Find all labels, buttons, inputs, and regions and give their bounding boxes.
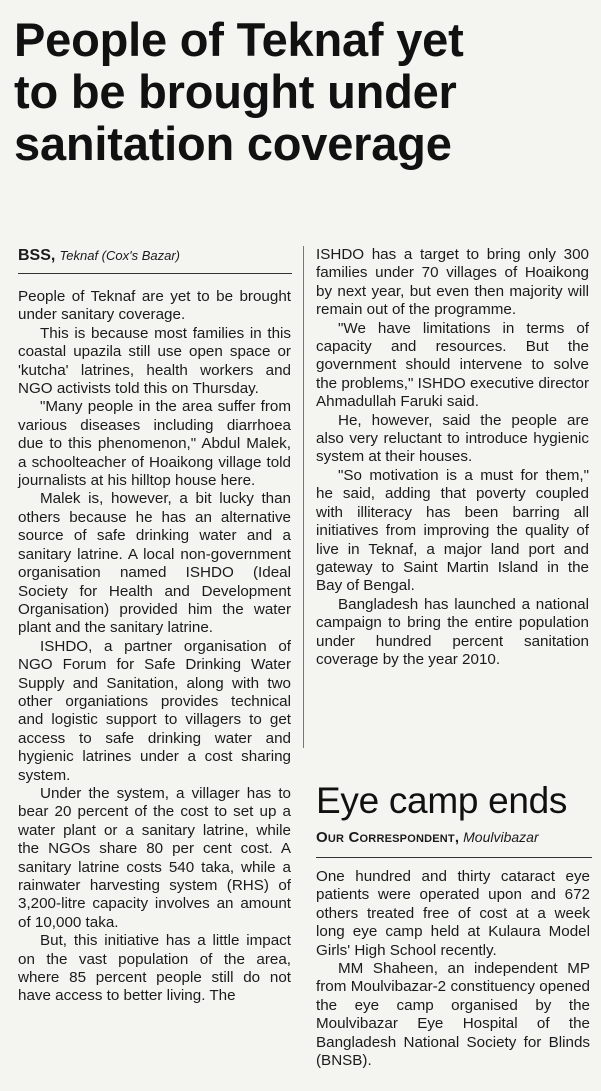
article-paragraph: This is because most families in this coastal upazila still use open space or 'kutcha' latrines, health workers and NGO activists told this on Thursday.	[18, 324, 291, 398]
article-paragraph: People of Teknaf are yet to be brought under sanitary coverage.	[18, 288, 291, 324]
byline-place: Teknaf (Cox's Bazar)	[59, 248, 181, 263]
article-paragraph: ISHDO, a partner organisation of NGO Forum for Safe Drinking Water Supply and Sanitation, along with two other organiations provides technical and logistic support to villagers to get access to safe drinking water and hygienic latrines under a cost sharing system.	[18, 637, 291, 784]
byline	[18, 246, 292, 274]
article-paragraph: Malek is, however, a bit lucky than others because he has an alternative source of safe drinking water and a sanitary latrine. A local non-government organisation named ISHDO (Ideal Society for Health and Development Organisation) provided him the water plant and the sanitary latrine.	[18, 490, 291, 637]
eye-camp-headline: Eye camp ends	[316, 780, 568, 821]
column-divider	[303, 246, 304, 748]
eye-camp-byline	[316, 828, 592, 858]
eye-camp-byline-place: Moulvibazar	[463, 829, 539, 845]
article-paragraph: ISHDO has a target to bring only 300 families under 70 villages of Hoaikong by next year, but even then majority will remain out of the programme.	[316, 246, 589, 319]
headline-line: People of Teknaf yet	[14, 13, 464, 66]
headline-line: to be brought under	[14, 65, 457, 118]
article-paragraph: Bangladesh has launched a national campaign to bring the entire population under hundred percent sanitation coverage by the year 2010.	[316, 595, 589, 668]
article-paragraph: "We have limitations in terms of capacity and resources. But the government should intervene to solve the problems," ISHDO executive director Ahmadullah Faruki said.	[316, 319, 589, 411]
article-paragraph: Under the system, a villager has to bear 20 percent of the cost to set up a water plant or a sanitary latrine, while the NGOs share 80 per cent cost. A sanitary latrine costs 540 taka, while a rainwater harvesting system (RHS) of 3,200-litre capacity involves an amount of 10,000 taka.	[18, 784, 291, 931]
article-paragraph: "Many people in the area suffer from various diseases including diarrhoea due to this phenomenon," Abdul Malek, a schoolteacher of Hoaikong village told journalists at his hilltop house here.	[18, 398, 291, 490]
eye-camp-paragraph: One hundred and thirty cataract eye patients were operated upon and 672 others treated free of cost at a week long eye camp held at Kulaura Model Girls' High School recently.	[316, 868, 590, 959]
headline-line: sanitation coverage	[14, 117, 452, 170]
article-column-left	[18, 288, 291, 1006]
eye-camp-byline-author: Our Correspondent,	[316, 829, 460, 846]
eye-camp-column	[316, 868, 590, 1070]
headline	[14, 14, 594, 170]
article-column-right	[316, 246, 589, 669]
eye-camp-paragraph: MM Shaheen, an independent MP from Moulvibazar-2 constituency opened the eye camp organised by the Moulvibazar Eye Hospital of the Bangladesh National Society for Blinds (BNSB).	[316, 960, 590, 1070]
article-paragraph: But, this initiative has a little impact on the vast population of the area, where 85 percent people still do not have access to better living. The	[18, 932, 291, 1005]
byline-agency: BSS,	[18, 247, 56, 264]
article-paragraph: He, however, said the people are also very reluctant to introduce hygienic system at their houses.	[316, 411, 589, 466]
article-paragraph: "So motivation is a must for them," he said, adding that poverty coupled with illiteracy has been barring all initiatives from improving the quality of live in Teknaf, a major land port and gateway to Saint Martin Island in the Bay of Bengal.	[316, 466, 589, 595]
